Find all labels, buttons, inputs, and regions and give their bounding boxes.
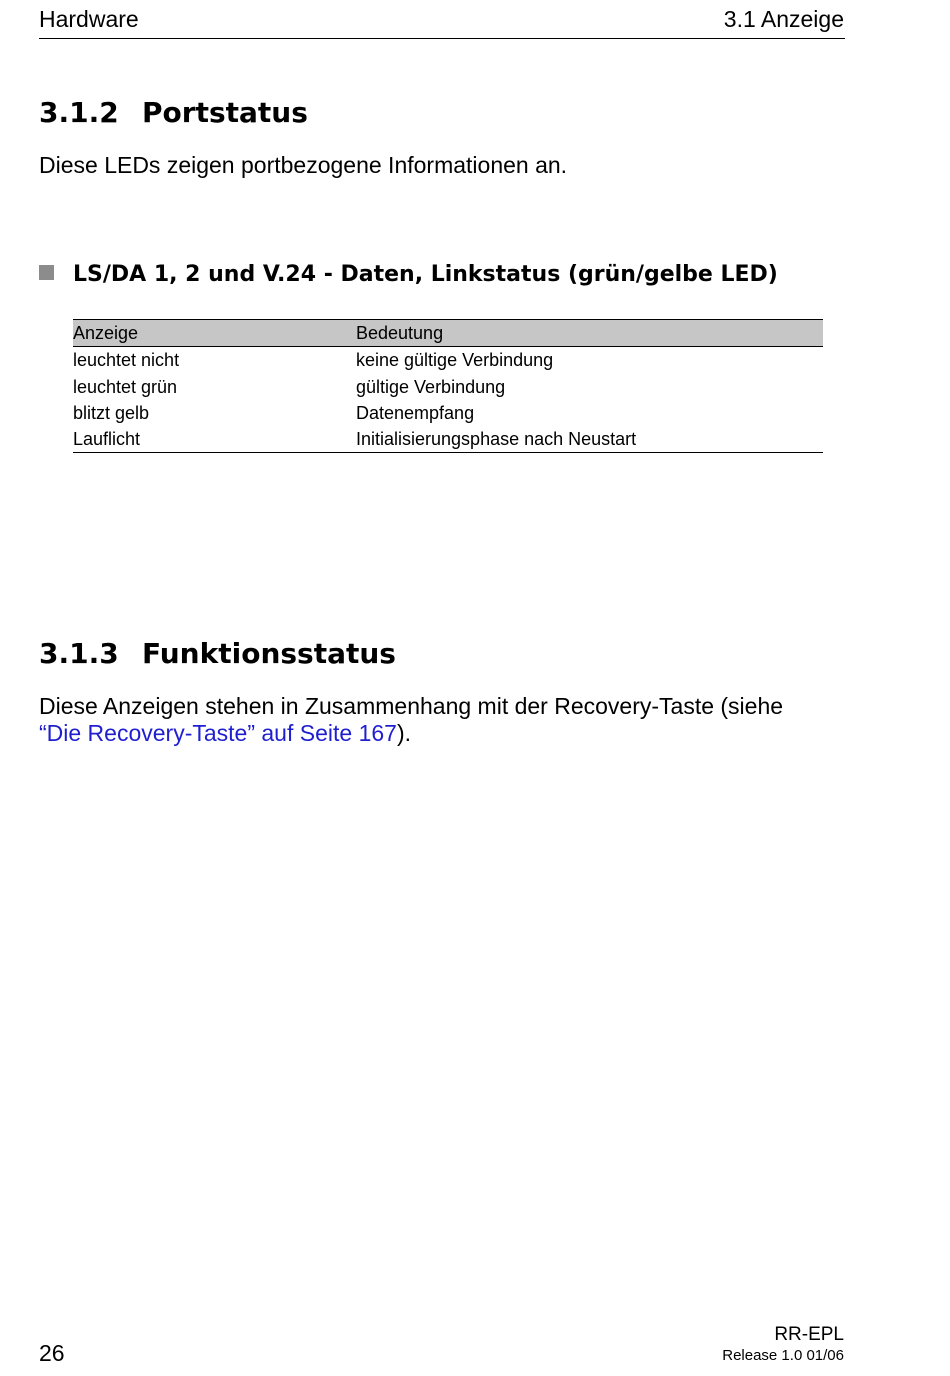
funktionsstatus-text-start: Diese Anzeigen stehen in Zusammenhang mit der Recovery-Taste (siehe: [39, 693, 784, 719]
footer-release: Release 1.0 01/06: [722, 1347, 844, 1364]
column-header-anzeige: Anzeige: [73, 320, 356, 347]
section-number: 3.1.3: [39, 637, 119, 670]
funktionsstatus-text: [39, 693, 839, 747]
table-row: [73, 347, 823, 374]
section-number: 3.1.2: [39, 96, 119, 129]
section-heading-funktionsstatus: [39, 637, 396, 670]
table-row: [73, 426, 823, 453]
subsection-heading: [39, 262, 778, 287]
section-title: Portstatus: [142, 96, 308, 129]
column-header-bedeutung: Bedeutung: [356, 320, 823, 347]
table-row: [73, 400, 823, 426]
table-header-row: [73, 320, 823, 347]
table-cell-anzeige: leuchtet grün: [73, 376, 178, 397]
recovery-taste-link[interactable]: “Die Recovery-Taste” auf Seite 167: [39, 720, 397, 746]
table-cell-anzeige: Lauflicht: [73, 426, 356, 453]
portstatus-intro: Diese LEDs zeigen portbezogene Informationen an.: [39, 152, 568, 178]
table-cell-bedeutung: gültige Verbindung: [356, 376, 506, 397]
section-title: Funktionsstatus: [142, 637, 396, 670]
section-heading-portstatus: [39, 96, 308, 129]
running-header-section: 3.1 Anzeige: [723, 6, 844, 32]
square-bullet-icon: [39, 265, 54, 280]
page-number: 26: [39, 1340, 65, 1366]
table-cell-anzeige: leuchtet nicht: [73, 350, 180, 371]
table-cell-anzeige: blitzt gelb: [73, 403, 150, 424]
led-status-table: [73, 319, 823, 453]
table-cell-bedeutung: keine gültige Verbindung: [356, 350, 554, 371]
footer-document-name: RR-EPL: [774, 1324, 844, 1345]
funktionsstatus-text-end: ).: [396, 720, 411, 746]
table-row: [73, 374, 823, 400]
table-cell-bedeutung: Initialisierungsphase nach Neustart: [356, 426, 823, 453]
subsection-title: LS/DA 1, 2 und V.24 - Daten, Linkstatus (grün/gelbe LED): [73, 262, 778, 287]
running-header-chapter: Hardware: [39, 6, 139, 32]
header-rule: [39, 38, 845, 39]
table-cell-bedeutung: Datenempfang: [356, 403, 475, 424]
